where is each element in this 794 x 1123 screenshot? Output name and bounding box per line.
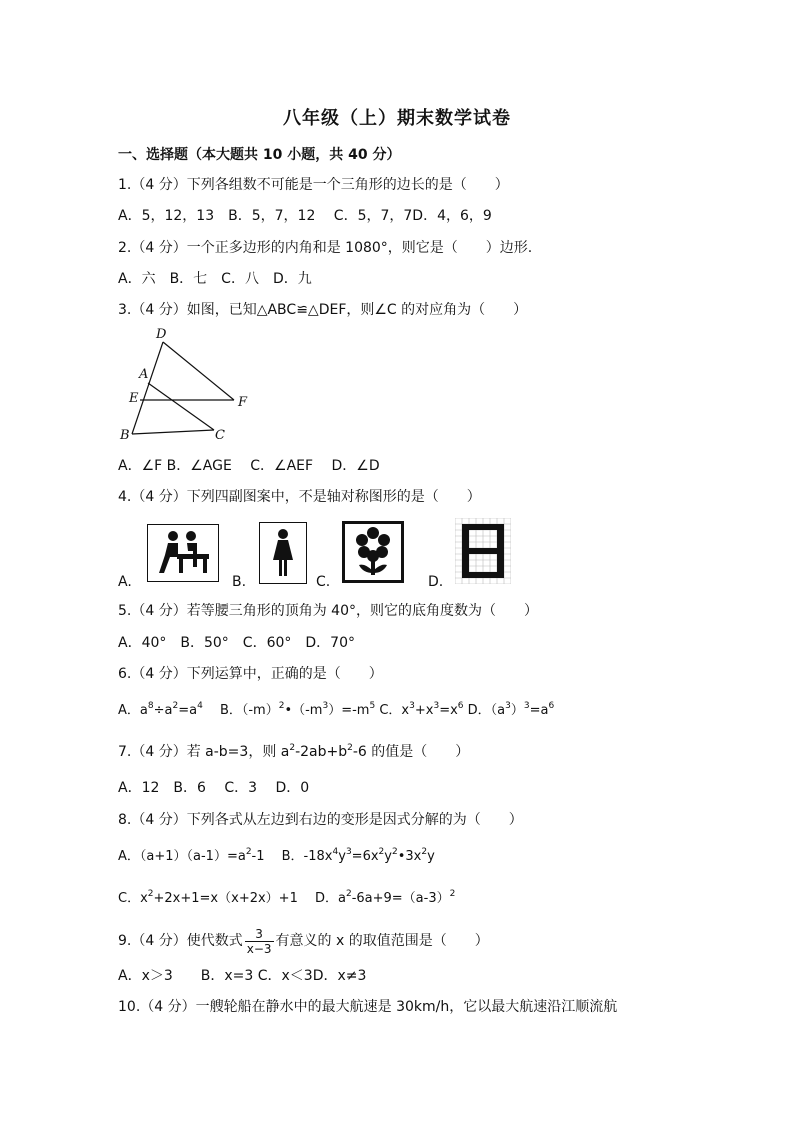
line-AC <box>148 383 214 430</box>
question-1-stem: 1.（4 分）下列各组数不可能是一个三角形的边长的是（ ） <box>118 177 509 193</box>
triangle-figure <box>118 326 258 446</box>
vertex-label-d: D <box>156 327 167 342</box>
question-8-options-cd: C．$x^2+2x+1=x(x+2x)+1$ D．$a^2-6a+9=(a-3)^2$ <box>118 889 456 906</box>
question-10-stem: 10.（4 分）一艘轮船在静水中的最大航速是 30km/h，它以最大航速沿江顺流航 <box>118 999 618 1015</box>
woman-sign <box>259 522 307 584</box>
seated-people-sign <box>147 524 219 582</box>
question-7-stem: 7.（4 分）若 a-b=3，则 $a^2-2ab+b^2-6$ 的值是（ ） <box>118 743 470 760</box>
flower-sign <box>342 521 404 583</box>
grid-pattern-sign <box>455 518 511 584</box>
page-title: 八年级（上）期末数学试卷 <box>283 108 511 129</box>
question-9-stem: 9.（4 分）使代数式 $\frac{3}{x-3}$ 有意义的 x 的取值范围是（ ） <box>118 926 489 956</box>
question-6-options: A．$a^8\div a^2=a^4$ B．$(-m)^2•(-m^3)=-m^5$ C．$x^3+x^3=x^6$ D．$(a^3)^3=a^6$ <box>118 701 555 718</box>
vertex-label-b: B <box>120 428 130 443</box>
option-a-label: A. <box>118 574 132 590</box>
question-3-options: A．∠F B．∠AGE C．∠AEF D．∠D <box>118 458 380 474</box>
line-DB <box>132 342 163 434</box>
question-5-options: A．40° B．50° C．60° D．70° <box>118 635 355 651</box>
question-4-stem: 4.（4 分）下列四副图案中，不是轴对称图形的是（ ） <box>118 489 481 505</box>
option-b-label: B. <box>232 574 247 590</box>
vertex-label-f: F <box>238 395 248 410</box>
question-8-options-ab: A．$(a+1)(a-1)=a^2-1$ B．$-18x^4y^3=6x^2y^2•3x^2y$ <box>118 847 435 864</box>
fraction: $\frac{3}{x-3}$ <box>246 926 272 956</box>
question-8-stem: 8.（4 分）下列各式从左边到右边的变形是因式分解的为（ ） <box>118 812 523 828</box>
question-2-stem: 2.（4 分）一个正多边形的内角和是 1080°，则它是（ ）边形. <box>118 240 533 256</box>
vertex-label-a: A <box>139 367 149 382</box>
vertex-label-e: E <box>129 391 139 406</box>
question-5-stem: 5.（4 分）若等腰三角形的顶角为 40°，则它的底角度数为（ ） <box>118 603 538 619</box>
question-2-options: A．六 B．七 C．八 D．九 <box>118 271 312 287</box>
line-DF <box>163 342 234 400</box>
option-c-label: C. <box>316 574 331 590</box>
question-3-stem: 3.（4 分）如图，已知△ABC≌△DEF，则∠C 的对应角为（ ） <box>118 302 528 318</box>
question-9-options: A．x＞3 B．x=3 C．x＜3D．x≠3 <box>118 968 367 984</box>
section-heading: 一、选择题（本大题共 10 小题，共 40 分） <box>118 147 401 163</box>
vertex-label-c: C <box>215 428 225 443</box>
option-d-label: D. <box>428 574 444 590</box>
question-7-options: A．12 B．6 C．3 D．0 <box>118 780 310 796</box>
question-1-options: A．5，12，13 B．5，7，12 C．5，7，7D．4，6，9 <box>118 208 492 224</box>
line-BC <box>132 430 214 434</box>
question-6-stem: 6.（4 分）下列运算中，正确的是（ ） <box>118 666 383 682</box>
